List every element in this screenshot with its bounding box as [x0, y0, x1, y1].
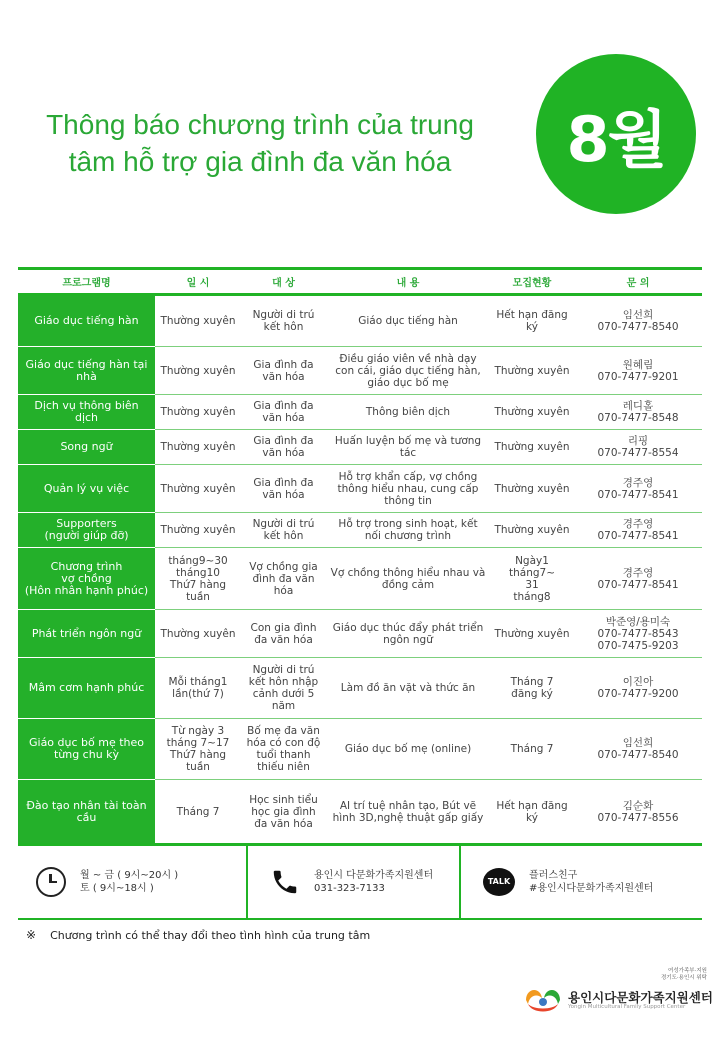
cell-content: Giáo dục tiếng hàn	[326, 295, 490, 347]
cell-program: Supporters (người giúp đỡ)	[18, 513, 155, 548]
cell-status: Thường xuyên	[490, 465, 574, 513]
table-row	[18, 548, 702, 610]
note-mark: ※	[26, 928, 37, 942]
cell-target: Học sinh tiểu học gia đình đa văn hóa	[241, 780, 326, 845]
cell-time: tháng9~30 tháng10 Thứ7 hàng tuần	[155, 548, 241, 610]
cell-program: Giáo dục bố mẹ theo từng chu kỳ	[18, 719, 155, 780]
month-badge: 8월	[536, 54, 696, 214]
cell-contact: 임선희 070-7477-8540	[574, 295, 702, 347]
cell-time: Tháng 7	[155, 780, 241, 845]
cell-status: Hết hạn đăng ký	[490, 780, 574, 845]
kakao-text	[529, 869, 653, 895]
table-row	[18, 430, 702, 465]
cell-contact: 경주영 070-7477-8541	[574, 513, 702, 548]
cell-program: Giáo dục tiếng hàn	[18, 295, 155, 347]
cell-target: Người di trú kết hôn nhập cảnh dưới 5 năm	[241, 658, 326, 719]
header-program: 프로그램명	[62, 278, 111, 289]
hours-text	[80, 869, 178, 895]
center-name: 용인시 다문화가족지원센터	[314, 869, 434, 881]
table-row	[18, 465, 702, 513]
note-text: Chương trình có thể thay đổi theo tình hình của trung tâm	[50, 928, 371, 942]
cell-status: Thường xuyên	[490, 610, 574, 658]
cell-content: Thông biên dịch	[326, 395, 490, 430]
cell-program: Giáo dục tiếng hàn tại nhà	[18, 347, 155, 395]
cell-program: Dịch vụ thông biên dịch	[18, 395, 155, 430]
cell-contact: 임선희 070-7477-8540	[574, 719, 702, 780]
cell-program: Chương trình vợ chồng (Hôn nhân hạnh phúc)	[18, 548, 155, 610]
header-time: 일 시	[186, 278, 210, 289]
kakao-handle[interactable]: #용인시다문화가족지원센터	[529, 882, 654, 894]
phone-icon	[270, 867, 300, 897]
logo-sponsor-text	[661, 968, 707, 982]
table-header-row	[18, 269, 702, 295]
change-notice	[26, 928, 370, 942]
cell-target: Gia đình đa văn hóa	[241, 465, 326, 513]
phone-number[interactable]: 031-323-7133	[314, 882, 385, 894]
cell-program: Mâm cơm hạnh phúc	[18, 658, 155, 719]
cell-target: Vợ chồng gia đình đa văn hóa	[241, 548, 326, 610]
cell-program: Quản lý vụ việc	[18, 465, 155, 513]
logo-main-text: 용인시다문화가족지원센터	[568, 990, 713, 1005]
cell-target: Gia đình đa văn hóa	[241, 395, 326, 430]
footer-phone	[248, 843, 461, 920]
cell-contact: 리핑 070-7477-8554	[574, 430, 702, 465]
cell-content: Giáo dục thúc đẩy phát triển ngôn ngữ	[326, 610, 490, 658]
kakao-plus-friend: 플러스친구	[529, 869, 578, 881]
cell-time: Thường xuyên	[155, 295, 241, 347]
cell-program: Phát triển ngôn ngữ	[18, 610, 155, 658]
cell-time: Thường xuyên	[155, 395, 241, 430]
cell-status: Hết hạn đăng ký	[490, 295, 574, 347]
header-contact: 문 의	[626, 278, 650, 289]
title-line-2: tâm hỗ trợ gia đình đa văn hóa	[68, 146, 452, 177]
table-row	[18, 395, 702, 430]
kakao-talk-icon: TALK	[483, 868, 515, 896]
cell-contact: 김순화 070-7477-8556	[574, 780, 702, 845]
cell-content: Vợ chồng thông hiểu nhau và đồng cảm	[326, 548, 490, 610]
phone-text	[314, 869, 433, 895]
cell-content: Giáo dục bố mẹ (online)	[326, 719, 490, 780]
program-table	[18, 267, 702, 846]
table-row	[18, 719, 702, 780]
footer-kakao	[461, 843, 702, 920]
logo-english-text: Yongin Multicultural Family Support Center	[568, 1004, 686, 1010]
cell-time: Thường xuyên	[155, 465, 241, 513]
table-row	[18, 513, 702, 548]
program-table-container	[18, 267, 702, 846]
cell-time: Thường xuyên	[155, 347, 241, 395]
table-body	[18, 295, 702, 845]
cell-program: Đào tạo nhân tài toàn cầu	[18, 780, 155, 845]
cell-status: Thường xuyên	[490, 347, 574, 395]
header-status: 모집현황	[512, 278, 552, 289]
cell-time: Thường xuyên	[155, 430, 241, 465]
cell-time: Thường xuyên	[155, 610, 241, 658]
cell-target: Gia đình đa văn hóa	[241, 430, 326, 465]
table-row	[18, 610, 702, 658]
logo-sponsor-line-1: 여성가족부·지원	[668, 968, 707, 974]
cell-status: Thường xuyên	[490, 513, 574, 548]
cell-status: Thường xuyên	[490, 395, 574, 430]
header-target: 대 상	[272, 278, 295, 289]
cell-program: Song ngữ	[18, 430, 155, 465]
cell-content: Điều giáo viên về nhà dạy con cái, giáo dục tiếng hàn, giáo dục bố mẹ	[326, 347, 490, 395]
cell-target: Người di trú kết hôn	[241, 295, 326, 347]
footer-hours	[18, 843, 248, 920]
header-content: 내 용	[396, 278, 420, 289]
title-line-1: Thông báo chương trình của trung	[46, 109, 474, 140]
clock-icon	[36, 867, 66, 897]
cell-content: Huấn luyện bố mẹ và tương tác	[326, 430, 490, 465]
cell-content: Hỗ trợ trong sinh hoạt, kết nối chương trình	[326, 513, 490, 548]
cell-status: Tháng 7 đăng ký	[490, 658, 574, 719]
cell-contact: 박준영/용미숙 070-7477-8543 070-7475-9203	[574, 610, 702, 658]
hours-saturday: 토 ( 9시~18시 )	[80, 882, 154, 894]
cell-contact: 원혜림 070-7477-9201	[574, 347, 702, 395]
cell-contact: 경주영 070-7477-8541	[574, 465, 702, 513]
cell-contact: 이진아 070-7477-9200	[574, 658, 702, 719]
cell-status: Thường xuyên	[490, 430, 574, 465]
family-logo-icon	[522, 980, 564, 1016]
table-row	[18, 347, 702, 395]
cell-time: Từ ngày 3 tháng 7~17 Thứ7 hàng tuần	[155, 719, 241, 780]
page-title	[20, 106, 500, 180]
cell-status: Ngày1 tháng7~ 31 tháng8	[490, 548, 574, 610]
cell-target: Gia đình đa văn hóa	[241, 347, 326, 395]
cell-target: Con gia đình đa văn hóa	[241, 610, 326, 658]
cell-status: Tháng 7	[490, 719, 574, 780]
contact-footer	[18, 843, 702, 920]
cell-content: Hỗ trợ khẩn cấp, vợ chồng thông hiểu nhau, cung cấp thông tin	[326, 465, 490, 513]
cell-target: Bố mẹ đa văn hóa có con độ tuổi thanh thiếu niên	[241, 719, 326, 780]
cell-time: Mỗi tháng1 lần(thứ 7)	[155, 658, 241, 719]
cell-target: Người di trú kết hôn	[241, 513, 326, 548]
hours-weekday: 월 ~ 금 ( 9시~20시 )	[80, 869, 179, 881]
cell-contact: 경주영 070-7477-8541	[574, 548, 702, 610]
cell-contact: 레디홀 070-7477-8548	[574, 395, 702, 430]
table-row	[18, 658, 702, 719]
table-row	[18, 780, 702, 845]
cell-content: AI trí tuệ nhân tạo, Bút vẽ hình 3D,nghệ thuật gấp giấy	[326, 780, 490, 845]
cell-content: Làm đồ ăn vặt và thức ăn	[326, 658, 490, 719]
cell-time: Thường xuyên	[155, 513, 241, 548]
center-logo	[522, 968, 713, 1018]
logo-sponsor-line-2: 경기도·용인시 위탁	[660, 975, 707, 981]
table-row	[18, 295, 702, 347]
